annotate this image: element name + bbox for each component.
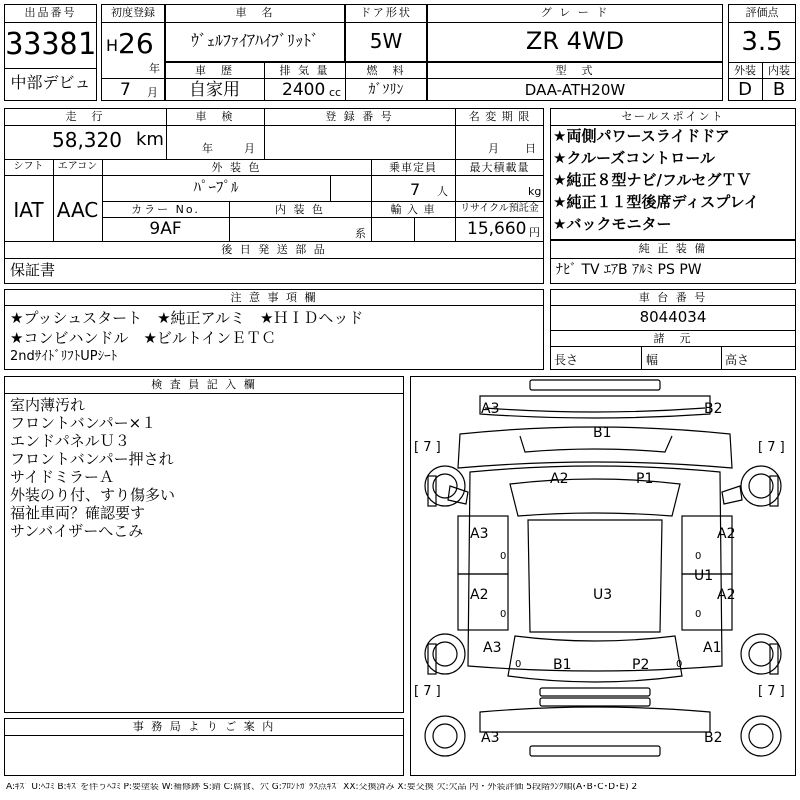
damage-mark: B2	[704, 730, 723, 746]
shift: IAT	[13, 198, 44, 222]
caution-label: 注 意 事 項 欄	[230, 291, 318, 304]
sales-point: ★クルーズコントロール	[553, 149, 715, 167]
name-change-day: 日	[525, 142, 536, 155]
shift-label: シフト	[13, 161, 44, 172]
lot-number-label: 出品番号	[24, 6, 77, 19]
caution-line: ★プッシュスタート ★純正アルミ ★ＨＩＤヘッド	[10, 309, 364, 327]
damage-mark: A3	[483, 640, 502, 656]
ac-label: エアコン	[57, 161, 98, 172]
recycle-fee: 15,660	[467, 219, 527, 239]
person-unit: 人	[437, 185, 448, 198]
panel-zero: 0	[695, 551, 702, 562]
sales-label: セールスポイント	[621, 110, 725, 123]
first-reg-label: 初度登録	[111, 6, 155, 19]
import-label: 輸 入 車	[390, 203, 436, 216]
fuel-label: 燃 料	[366, 64, 406, 77]
docs: 保証書	[10, 261, 56, 279]
history: 自家用	[189, 80, 240, 100]
dims-label: 諸 元	[653, 332, 693, 345]
damage-mark: A2	[550, 471, 569, 487]
km-unit: km	[136, 129, 164, 150]
grade-label: グ レ ー ド	[540, 6, 610, 19]
inspector-line: サイドミラーＡ	[10, 468, 114, 486]
sales-point: ★純正８型ナビ/フルセグＴＶ	[553, 171, 752, 189]
interior-label: 内装	[768, 64, 790, 77]
displacement-label: 排 気 量	[279, 64, 330, 77]
panel-zero: 0	[500, 551, 507, 562]
int-color-unit: 系	[355, 227, 366, 240]
capacity-label: 乗車定員	[389, 161, 437, 174]
car-name-label: 車 名	[235, 6, 275, 19]
era: H	[106, 36, 119, 55]
model-code: DAA-ATH20W	[524, 81, 626, 99]
caution-line: ★コンビハンドル ★ビルトインＥＴＣ	[10, 329, 277, 347]
ac: AAC	[56, 198, 99, 222]
office-label: 事 務 局 よ り ご 案 内	[132, 720, 276, 733]
tire-tread: [ 7 ]	[414, 440, 441, 455]
color-no-label: カラー No.	[131, 203, 200, 216]
length-label: 長さ	[554, 353, 579, 367]
sales-point: ★両側パワースライドドア	[553, 127, 730, 145]
inspection-label: 車 検	[195, 110, 235, 123]
chassis-label: 車 台 番 号	[638, 291, 708, 304]
inspector-line: 外装のり付、すり傷多い	[10, 486, 176, 504]
panel-zero: 0	[515, 659, 522, 670]
inspector-line: フロントバンパー×１	[10, 414, 157, 432]
year-unit: 年	[149, 62, 160, 75]
damage-mark: A2	[717, 526, 736, 542]
equipment-label: 純 正 装 備	[638, 242, 708, 255]
damage-mark: A2	[717, 587, 736, 603]
score: 3.5	[741, 27, 783, 57]
grade: ZR 4WD	[525, 27, 625, 55]
equipment: ﾅﾋﾞ TV ｴｱB ｱﾙﾐ PS PW	[556, 262, 702, 278]
score-label: 評価点	[745, 6, 779, 19]
ext-color-label: 外 装 色	[211, 161, 262, 174]
caution-line: 2ndｻｲﾄﾞﾘﾌﾄUPｼｰﾄ	[10, 349, 118, 364]
damage-mark: A1	[703, 640, 722, 656]
inspection-month-unit: 月	[244, 142, 255, 155]
name-change-label: 名 変 期 限	[468, 110, 531, 123]
damage-mark: A3	[481, 401, 500, 417]
sales-point: ★バックモニター	[553, 215, 672, 233]
docs-label: 後 日 発 送 部 品	[221, 243, 327, 256]
lot-number: 33381	[5, 27, 96, 62]
reg-number-label: 登 録 番 号	[325, 110, 394, 123]
inspector-line: エンドパネルＵ３	[10, 432, 130, 450]
inspector-notes	[10, 396, 400, 540]
yen-unit: 円	[529, 226, 540, 239]
interior-grade: B	[772, 79, 786, 100]
inspector-line: 室内薄汚れ	[10, 396, 86, 414]
height-label: 高さ	[725, 353, 750, 367]
sales-point: ★純正１１型後席ディスプレイ	[553, 193, 759, 211]
model-label: 型 式	[555, 64, 595, 77]
name-change-month: 月	[488, 142, 499, 155]
exterior-grade: D	[738, 79, 752, 100]
history-label: 車 歴	[195, 64, 234, 77]
inspector-line: 福祉車両？確認要す	[10, 504, 146, 522]
int-color-label: 内 装 色	[275, 203, 325, 216]
damage-mark: P1	[636, 471, 654, 487]
tire-tread: [ 7 ]	[758, 440, 785, 455]
door-type: 5W	[369, 29, 403, 53]
damage-mark: A3	[470, 526, 489, 542]
month-unit: 月	[147, 86, 158, 99]
first-reg-year: 26	[118, 27, 154, 60]
damage-mark: B2	[704, 401, 723, 417]
inspector-line: フロントバンパー押され	[10, 450, 174, 468]
color-no: 9AF	[149, 219, 182, 239]
recycle-label: リサイクル預託金	[460, 203, 539, 214]
exterior-label: 外装	[734, 64, 756, 77]
sales-points	[553, 129, 793, 239]
tire-tread: [ 7 ]	[414, 684, 441, 699]
first-reg-month: 7	[120, 80, 131, 100]
inspector-line: サンバイザーへこみ	[10, 522, 144, 540]
displacement: 2400	[282, 80, 326, 100]
cc-unit: cc	[329, 86, 342, 99]
damage-mark: U1	[694, 568, 714, 584]
car-name: ｳﾞｪﾙﾌｧｲｱﾊｲﾌﾞﾘｯﾄﾞ	[190, 31, 319, 50]
damage-mark: B1	[553, 657, 572, 673]
damage-mark: B1	[593, 425, 612, 441]
panel-zero: 0	[695, 609, 702, 620]
capacity: 7	[410, 180, 421, 199]
ext-color: ﾊﾟｰﾌﾟﾙ	[193, 178, 239, 196]
width-label: 幅	[646, 353, 659, 367]
damage-legend: A:ｷｽﾞ U:ﾍｺﾐ B:ｷｽﾞを伴うﾍｺﾐ P:要塗装 W:補修跡 S:錆 C:腐食、穴 G:ﾌﾛﾝﾄｶﾞﾗｽ点ｷｽﾞ XX:交換済み X:要交換 欠:欠品 内・外装評価 5段階ﾗﾝｸ順(A･B･C･D･E) 2	[6, 783, 638, 792]
damage-mark: A3	[481, 730, 500, 746]
inspection-year-unit: 年	[202, 142, 213, 155]
damage-mark: P2	[632, 657, 650, 673]
tire-tread: [ 7 ]	[758, 684, 785, 699]
kg-unit: kg	[528, 185, 542, 198]
mileage-label: 走 行	[65, 110, 105, 123]
inspector-label: 検 査 員 記 入 欄	[151, 378, 257, 391]
panel-zero: 0	[676, 659, 683, 670]
door-label: ドア形状	[360, 6, 412, 19]
max-load-label: 最大積載量	[469, 161, 530, 174]
damage-mark: U3	[593, 587, 613, 603]
fuel: ｶﾞｿﾘﾝ	[368, 82, 404, 98]
debut-label: 中部デビュ	[10, 73, 91, 92]
chassis-number: 8044034	[639, 308, 707, 326]
damage-mark: A2	[470, 587, 489, 603]
panel-zero: 0	[500, 609, 507, 620]
mileage: 58,320	[52, 128, 122, 152]
